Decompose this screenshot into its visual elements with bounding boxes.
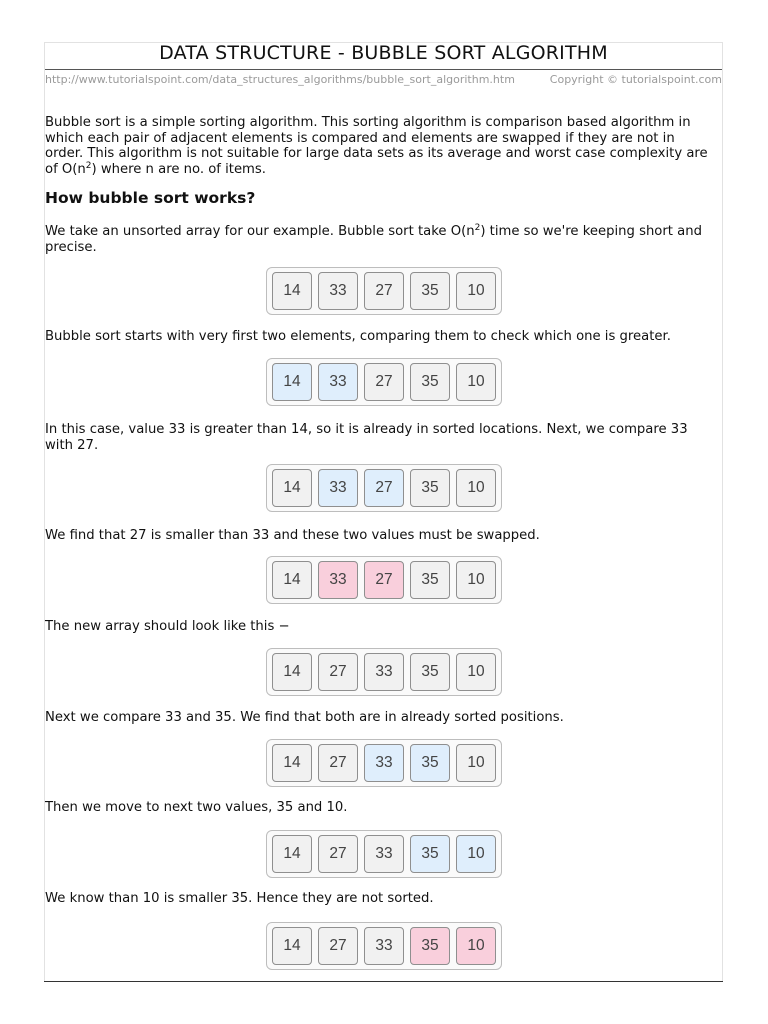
array-cell: 33 — [364, 744, 404, 782]
array-cell: 35 — [410, 927, 450, 965]
array-cell: 14 — [272, 744, 312, 782]
array-cell: 35 — [410, 272, 450, 310]
source-url: http://www.tutorialspoint.com/data_structures_algorithms/bubble_sort_algorithm.htm — [45, 73, 515, 86]
intro-paragraph — [45, 115, 717, 177]
array-cell: 10 — [456, 927, 496, 965]
array-cell: 10 — [456, 835, 496, 873]
array-diagram — [266, 922, 502, 970]
array-cell: 10 — [456, 363, 496, 401]
array-cell: 10 — [456, 272, 496, 310]
section-heading: How bubble sort works? — [45, 189, 256, 207]
page-title: DATA STRUCTURE - BUBBLE SORT ALGORITHM — [159, 42, 608, 64]
array-diagram — [266, 267, 502, 315]
array-cell: 10 — [456, 469, 496, 507]
step-caption: Bubble sort starts with very first two elements, comparing them to check which one is greater. — [45, 329, 671, 344]
copyright-notice: Copyright © tutorialspoint.com — [549, 73, 722, 86]
array-diagram — [266, 464, 502, 512]
array-cell: 35 — [410, 835, 450, 873]
array-cell: 27 — [318, 835, 358, 873]
step-caption: Next we compare 33 and 35. We find that both are in already sorted positions. — [45, 710, 564, 725]
array-cell: 33 — [318, 363, 358, 401]
array-cell: 14 — [272, 927, 312, 965]
array-cell: 35 — [410, 744, 450, 782]
array-diagram — [266, 739, 502, 787]
array-cell: 10 — [456, 561, 496, 599]
array-cell: 35 — [410, 469, 450, 507]
array-diagram — [266, 648, 502, 696]
array-cell: 14 — [272, 363, 312, 401]
array-cell: 14 — [272, 835, 312, 873]
intro-text-end: ) where n are no. of items. — [91, 161, 266, 177]
step-caption: In this case, value 33 is greater than 14, so it is already in sorted locations. Next, we compare 33 with 27. — [45, 422, 688, 453]
array-cell: 27 — [318, 927, 358, 965]
title-divider — [45, 69, 722, 70]
array-cell: 27 — [364, 363, 404, 401]
array-cell: 27 — [364, 272, 404, 310]
array-cell: 35 — [410, 363, 450, 401]
intro-exponent: 2 — [85, 160, 92, 171]
array-cell: 10 — [456, 653, 496, 691]
array-cell: 27 — [364, 561, 404, 599]
array-cell: 33 — [364, 835, 404, 873]
array-cell: 14 — [272, 653, 312, 691]
step-caption: The new array should look like this − — [45, 619, 290, 634]
document-page — [44, 42, 723, 981]
step-intro-text: We take an unsorted array for our example. Bubble sort take O(n — [45, 224, 475, 239]
array-cell: 35 — [410, 653, 450, 691]
array-cell: 33 — [364, 927, 404, 965]
step-caption: Then we move to next two values, 35 and 10. — [45, 800, 348, 815]
step-intro-exponent: 2 — [474, 223, 481, 233]
array-cell: 27 — [364, 469, 404, 507]
array-cell: 27 — [318, 744, 358, 782]
array-cell: 14 — [272, 561, 312, 599]
array-cell: 10 — [456, 744, 496, 782]
array-cell: 33 — [364, 653, 404, 691]
footer-rule — [44, 981, 723, 982]
intro-text: Bubble sort is a simple sorting algorithm. This sorting algorithm is comparison based algorithm in which each pair of adjacent elements is compared and elements are swapped if they are not in order. This algorithm is not suitable for large data sets as its average and worst case complexity are of O(n — [45, 115, 708, 177]
step-caption: We know than 10 is smaller 35. Hence they are not sorted. — [45, 891, 434, 906]
array-cell: 33 — [318, 272, 358, 310]
array-cell: 33 — [318, 561, 358, 599]
array-cell: 14 — [272, 469, 312, 507]
array-cell: 27 — [318, 653, 358, 691]
step-intro-paragraph — [45, 224, 717, 255]
array-diagram — [266, 358, 502, 406]
array-cell: 35 — [410, 561, 450, 599]
step-intro-text-end: ) time so we're keeping short and precise. — [45, 224, 702, 255]
array-cell: 33 — [318, 469, 358, 507]
array-diagram — [266, 556, 502, 604]
array-cell: 14 — [272, 272, 312, 310]
array-diagram — [266, 830, 502, 878]
step-caption: We find that 27 is smaller than 33 and these two values must be swapped. — [45, 528, 540, 543]
